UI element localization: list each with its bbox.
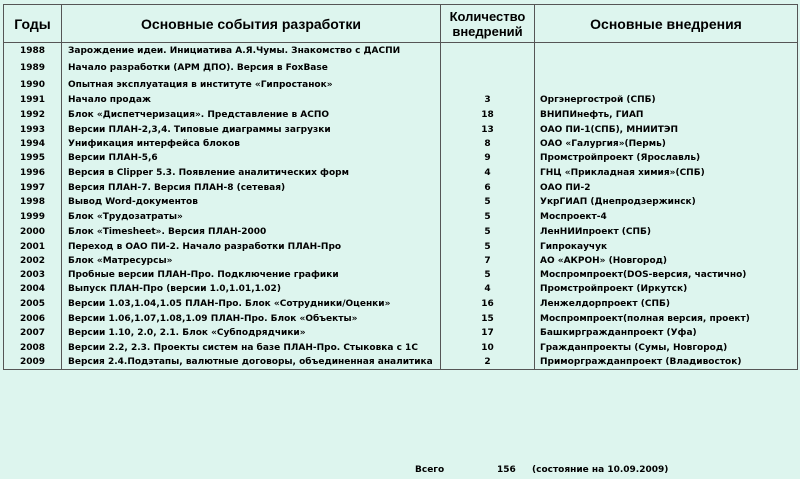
header-count-line1: Количество xyxy=(449,8,526,24)
row-client xyxy=(535,43,798,60)
row-count: 17 xyxy=(441,326,535,340)
table-row xyxy=(4,60,798,77)
row-year: 1989 xyxy=(4,60,62,77)
row-count xyxy=(441,77,535,94)
table-row xyxy=(4,43,798,60)
row-client: Моспромпроект(полная версия, проект) xyxy=(535,312,798,326)
row-count: 5 xyxy=(441,225,535,239)
row-year: 1991 xyxy=(4,94,62,107)
row-event: Версия в Clipper 5.3. Появление аналитических форм xyxy=(62,165,441,181)
row-year: 2006 xyxy=(4,312,62,326)
row-count: 5 xyxy=(441,209,535,225)
row-event: Блок «Timesheet». Версия ПЛАН-2000 xyxy=(62,225,441,239)
row-event: Выпуск ПЛАН-Про (версии 1.0,1.01,1.02) xyxy=(62,282,441,296)
row-count: 5 xyxy=(441,239,535,255)
row-event: Переход в ОАО ПИ-2. Начало разработки ПЛАН-Про xyxy=(62,239,441,255)
row-client: Ленжелдорпроект (СПБ) xyxy=(535,296,798,312)
row-client xyxy=(535,60,798,77)
row-client: Моспроект-4 xyxy=(535,209,798,225)
table-row xyxy=(4,181,798,195)
table-row xyxy=(4,195,798,209)
row-event: Унификация интерфейса блоков xyxy=(62,137,441,151)
row-client: ОАО ПИ-1(СПБ), МНИИТЭП xyxy=(535,123,798,137)
table-row xyxy=(4,312,798,326)
row-event: Блок «Матресурсы» xyxy=(62,255,441,268)
row-client: Гипрокаучук xyxy=(535,239,798,255)
row-client: ОАО ПИ-2 xyxy=(535,181,798,195)
row-client: Приморгражданпроект (Владивосток) xyxy=(535,356,798,370)
header-events: Основные события разработки xyxy=(62,5,441,43)
row-count: 2 xyxy=(441,356,535,370)
row-event: Блок «Диспетчеризация». Представление в АСПО xyxy=(62,107,441,123)
row-event: Версии 1.03,1.04,1.05 ПЛАН-Про. Блок «Сотрудники/Оценки» xyxy=(62,296,441,312)
row-year: 2000 xyxy=(4,225,62,239)
table-row xyxy=(4,356,798,370)
table-footer xyxy=(0,464,800,476)
table-row xyxy=(4,282,798,296)
table-row xyxy=(4,340,798,356)
row-year: 2001 xyxy=(4,239,62,255)
row-year: 2009 xyxy=(4,356,62,370)
table-row xyxy=(4,225,798,239)
row-client xyxy=(535,77,798,94)
row-event: Версия 2.4.Подэтапы, валютные договоры, объединенная аналитика xyxy=(62,356,441,370)
row-event: Версии 1.06,1.07,1.08,1.09 ПЛАН-Про. Блок «Объекты» xyxy=(62,312,441,326)
header-clients: Основные внедрения xyxy=(535,5,798,43)
row-year: 1994 xyxy=(4,137,62,151)
row-year: 2005 xyxy=(4,296,62,312)
row-event: Версии ПЛАН-5,6 xyxy=(62,151,441,165)
row-event: Версии 2.2, 2.3. Проекты систем на базе ПЛАН-Про. Стыковка с 1С xyxy=(62,340,441,356)
row-count: 4 xyxy=(441,165,535,181)
row-year: 2004 xyxy=(4,282,62,296)
table-row xyxy=(4,151,798,165)
table-row xyxy=(4,268,798,282)
row-client: Промстройпроект (Ярославль) xyxy=(535,151,798,165)
row-count: 4 xyxy=(441,282,535,296)
row-client: ОАО «Галургия»(Пермь) xyxy=(535,137,798,151)
row-year: 1988 xyxy=(4,43,62,60)
table-row xyxy=(4,77,798,94)
row-event: Зарождение идеи. Инициатива А.Я.Чумы. Знакомство с ДАСПИ xyxy=(62,43,441,60)
row-event: Начало продаж xyxy=(62,94,441,107)
row-year: 1997 xyxy=(4,181,62,195)
header-count-line2: внедрений xyxy=(452,23,523,39)
row-event: Вывод Word-документов xyxy=(62,195,441,209)
table-row xyxy=(4,255,798,268)
row-event: Опытная эксплуатация в институте «Гипростанок» xyxy=(62,77,441,94)
table-row xyxy=(4,326,798,340)
row-client: Гражданпроекты (Сумы, Новгород) xyxy=(535,340,798,356)
row-count: 8 xyxy=(441,137,535,151)
row-client: ВНИПИнефть, ГИАП xyxy=(535,107,798,123)
table-row xyxy=(4,239,798,255)
table-row xyxy=(4,107,798,123)
total-label: Всего xyxy=(415,465,445,475)
implementation-history-table xyxy=(3,4,798,370)
state-note: (состояние на 10.09.2009) xyxy=(532,465,669,475)
row-year: 2008 xyxy=(4,340,62,356)
row-client: ГНЦ «Прикладная химия»(СПБ) xyxy=(535,165,798,181)
row-count: 16 xyxy=(441,296,535,312)
row-event: Пробные версии ПЛАН-Про. Подключение графики xyxy=(62,268,441,282)
row-year: 2003 xyxy=(4,268,62,282)
header-years: Годы xyxy=(4,5,62,43)
row-year: 2002 xyxy=(4,255,62,268)
table-header-row xyxy=(4,5,798,43)
row-year: 1995 xyxy=(4,151,62,165)
row-count: 7 xyxy=(441,255,535,268)
row-count xyxy=(441,43,535,60)
header-count xyxy=(441,5,535,43)
row-client: ЛенНИИпроект (СПБ) xyxy=(535,225,798,239)
table-row xyxy=(4,296,798,312)
table-row xyxy=(4,94,798,107)
row-year: 1992 xyxy=(4,107,62,123)
row-client: УкрГИАП (Днепродзержинск) xyxy=(535,195,798,209)
row-count: 15 xyxy=(441,312,535,326)
row-year: 1996 xyxy=(4,165,62,181)
row-count: 18 xyxy=(441,107,535,123)
row-year: 1993 xyxy=(4,123,62,137)
table-row xyxy=(4,209,798,225)
row-count: 5 xyxy=(441,195,535,209)
row-client: АО «АКРОН» (Новгород) xyxy=(535,255,798,268)
row-event: Версии ПЛАН-2,3,4. Типовые диаграммы загрузки xyxy=(62,123,441,137)
row-client: Башкиргражданпроект (Уфа) xyxy=(535,326,798,340)
row-event: Версии 1.10, 2.0, 2.1. Блок «Субподрядчики» xyxy=(62,326,441,340)
row-client: Промстройпроект (Иркутск) xyxy=(535,282,798,296)
row-count xyxy=(441,60,535,77)
row-client: Моспромпроект(DOS-версия, частично) xyxy=(535,268,798,282)
row-count: 6 xyxy=(441,181,535,195)
row-count: 5 xyxy=(441,268,535,282)
row-count: 3 xyxy=(441,94,535,107)
table-row xyxy=(4,137,798,151)
row-year: 1990 xyxy=(4,77,62,94)
row-client: Оргэнергострой (СПБ) xyxy=(535,94,798,107)
row-count: 13 xyxy=(441,123,535,137)
total-value: 156 xyxy=(497,465,516,475)
table-row xyxy=(4,123,798,137)
row-event: Начало разработки (АРМ ДПО). Версия в FoxBase xyxy=(62,60,441,77)
row-count: 9 xyxy=(441,151,535,165)
row-year: 2007 xyxy=(4,326,62,340)
row-count: 10 xyxy=(441,340,535,356)
table-body xyxy=(4,43,798,370)
table-row xyxy=(4,165,798,181)
row-year: 1999 xyxy=(4,209,62,225)
row-event: Версия ПЛАН-7. Версия ПЛАН-8 (сетевая) xyxy=(62,181,441,195)
row-year: 1998 xyxy=(4,195,62,209)
row-event: Блок «Трудозатраты» xyxy=(62,209,441,225)
